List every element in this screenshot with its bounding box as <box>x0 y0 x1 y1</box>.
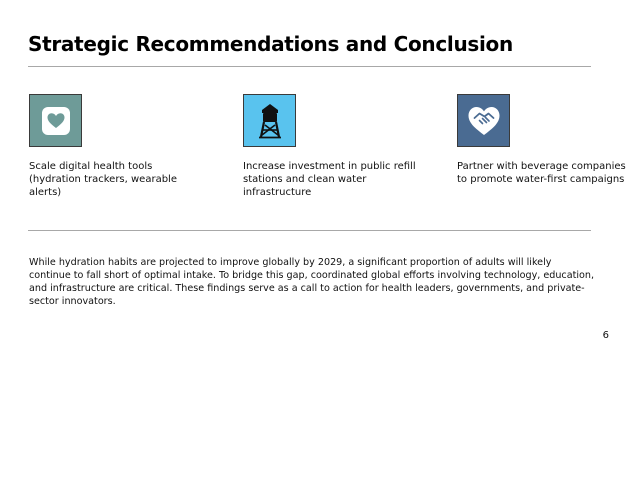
handshake-heart-icon <box>462 99 506 143</box>
conclusion-paragraph: While hydration habits are projected to improve globally by 2029, a significant proportion of adults will likely continue to fall short of optimal intake. To bridge this gap, coordinated global efforts involving technology, education, and infrastructure are critical. These findings serve as a call to action for health leaders, governments, and private-sector innovators. <box>29 257 594 307</box>
recommendation-card-infrastructure <box>243 94 418 199</box>
icon-tile <box>243 94 296 147</box>
section-divider <box>28 230 591 231</box>
recommendation-card-partnerships <box>457 94 632 186</box>
icon-tile <box>457 94 510 147</box>
recommendation-text: Increase investment in public refill stations and clean water infrastructure <box>243 161 416 198</box>
water-tower-icon <box>248 99 292 143</box>
recommendation-text: Scale digital health tools (hydration trackers, wearable alerts) <box>29 161 177 198</box>
page-number: 6 <box>602 330 609 341</box>
slide-title: Strategic Recommendations and Conclusion <box>28 32 513 56</box>
health-app-heart-icon <box>34 99 78 143</box>
recommendation-card-digital-health <box>29 94 204 199</box>
title-divider <box>28 66 591 67</box>
icon-tile <box>29 94 82 147</box>
recommendation-text: Partner with beverage companies to promote water-first campaigns <box>457 161 626 185</box>
